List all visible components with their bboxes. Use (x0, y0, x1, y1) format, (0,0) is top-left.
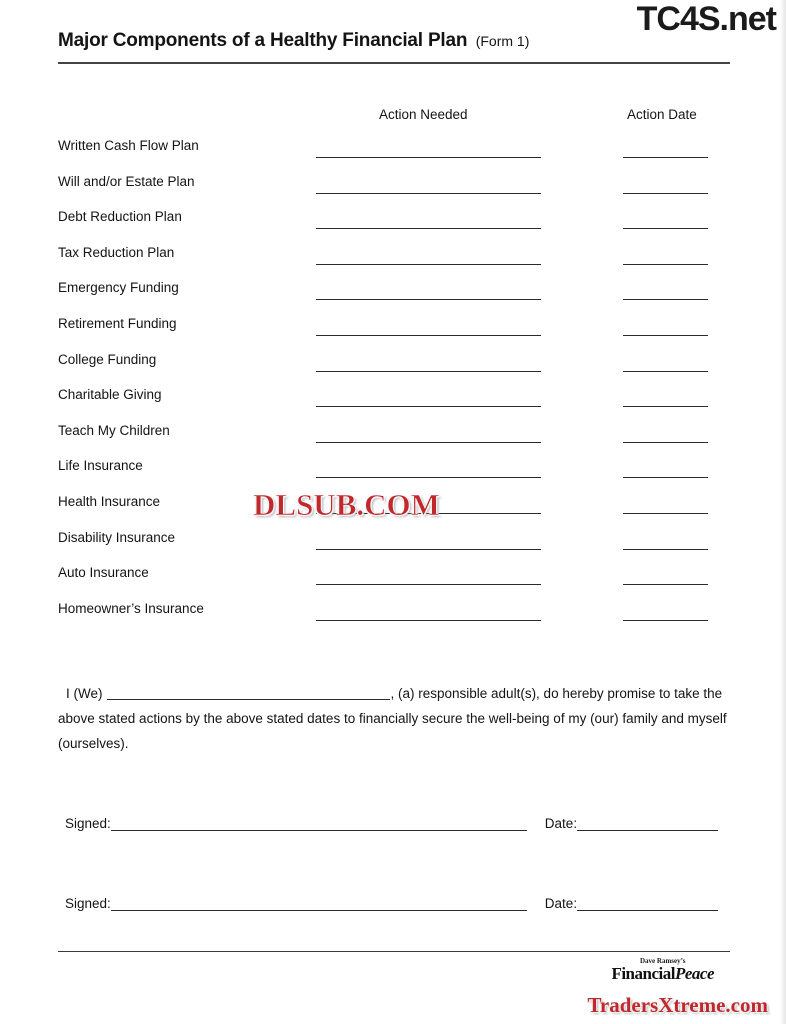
action-needed-field[interactable] (316, 406, 541, 407)
list-item (58, 209, 730, 245)
list-item (58, 138, 730, 174)
row-label: Charitable Giving (58, 387, 162, 403)
brand-name (611, 965, 714, 982)
row-label: Written Cash Flow Plan (58, 138, 199, 153)
action-date-field[interactable] (623, 264, 708, 265)
action-date-field[interactable] (623, 477, 708, 478)
list-item (58, 352, 730, 388)
row-label: Retirement Funding (58, 315, 177, 331)
action-needed-field[interactable] (316, 299, 541, 300)
list-item (58, 387, 730, 423)
action-needed-field[interactable] (316, 157, 541, 158)
watermark-top-right: TC4S.net (636, 0, 776, 38)
list-item (58, 316, 730, 352)
date-label: Date: (544, 896, 578, 911)
list-item (58, 423, 730, 459)
row-label: Disability Insurance (58, 529, 176, 545)
action-date-field[interactable] (623, 513, 708, 514)
action-needed-field[interactable] (316, 228, 541, 229)
list-item (58, 530, 730, 566)
action-needed-field[interactable] (316, 620, 541, 621)
action-needed-field[interactable] (316, 193, 541, 194)
signed-label: Signed: (65, 816, 111, 831)
action-date-field[interactable] (623, 335, 708, 336)
list-item (58, 601, 730, 637)
action-needed-field[interactable] (316, 584, 541, 585)
row-label: Emergency Funding (58, 280, 179, 296)
action-date-field[interactable] (623, 371, 708, 372)
brand-tagline: Dave Ramsey’s (640, 957, 686, 965)
watermark-bottom-right: TradersXtreme.com (587, 993, 768, 1017)
row-label: Health Insurance (58, 493, 161, 509)
form-label: (Form 1) (475, 33, 530, 49)
action-needed-field[interactable] (316, 335, 541, 336)
action-date-field[interactable] (623, 157, 708, 158)
action-needed-field[interactable] (316, 549, 541, 550)
row-label: Life Insurance (58, 458, 143, 474)
page-title: Major Components of a Healthy Financial Plan (58, 30, 468, 51)
signed-label: Signed: (65, 896, 111, 911)
action-needed-field[interactable] (316, 477, 541, 478)
list-item (58, 280, 730, 316)
responsible-adults-field[interactable] (107, 685, 390, 700)
brand-logo (611, 958, 714, 982)
action-date-field[interactable] (623, 299, 708, 300)
list-item (58, 174, 730, 210)
column-header-action-needed: Action Needed (379, 107, 468, 122)
watermark-center: DLSUB.COM (253, 487, 440, 522)
date-label: Date: (544, 816, 578, 831)
header-divider (58, 62, 730, 64)
row-label: Debt Reduction Plan (58, 209, 182, 225)
column-header-action-date: Action Date (627, 107, 697, 122)
action-date-field[interactable] (623, 406, 708, 407)
signature-block-1 (58, 816, 730, 831)
footer-divider (58, 951, 730, 952)
brand-name-part1: Financial (611, 964, 675, 983)
action-needed-field[interactable] (316, 264, 541, 265)
document-header (58, 30, 730, 64)
action-date-field[interactable] (623, 228, 708, 229)
promise-text-start: I (We) (66, 686, 103, 701)
promise-paragraph (58, 681, 730, 756)
row-label: College Funding (58, 351, 157, 367)
checklist-rows (58, 138, 730, 636)
action-needed-field[interactable] (316, 442, 541, 443)
signature-block-2 (58, 896, 730, 911)
action-date-field[interactable] (623, 193, 708, 194)
promise-text-end: , (a) responsible adult(s), do hereby promise to take the above stated actions by the above stated dates to financially secure the well-being of my (our) family and myself (ourselves). (58, 686, 727, 751)
row-label: Teach My Children (58, 422, 170, 438)
list-item (58, 565, 730, 601)
action-needed-field[interactable] (316, 371, 541, 372)
signature-date-field[interactable] (577, 896, 718, 911)
action-date-field[interactable] (623, 442, 708, 443)
list-item (58, 245, 730, 281)
action-date-field[interactable] (623, 620, 708, 621)
row-label: Homeowner’s Insurance (58, 600, 204, 616)
row-label: Auto Insurance (58, 565, 149, 581)
signature-field[interactable] (111, 896, 527, 911)
page-edge-shadow (780, 0, 786, 1024)
signature-field[interactable] (111, 816, 527, 831)
row-label: Will and/or Estate Plan (58, 173, 195, 189)
signature-date-field[interactable] (577, 816, 718, 831)
brand-name-part2: Peace (674, 964, 714, 983)
action-date-field[interactable] (623, 549, 708, 550)
row-label: Tax Reduction Plan (58, 244, 175, 260)
action-date-field[interactable] (623, 584, 708, 585)
